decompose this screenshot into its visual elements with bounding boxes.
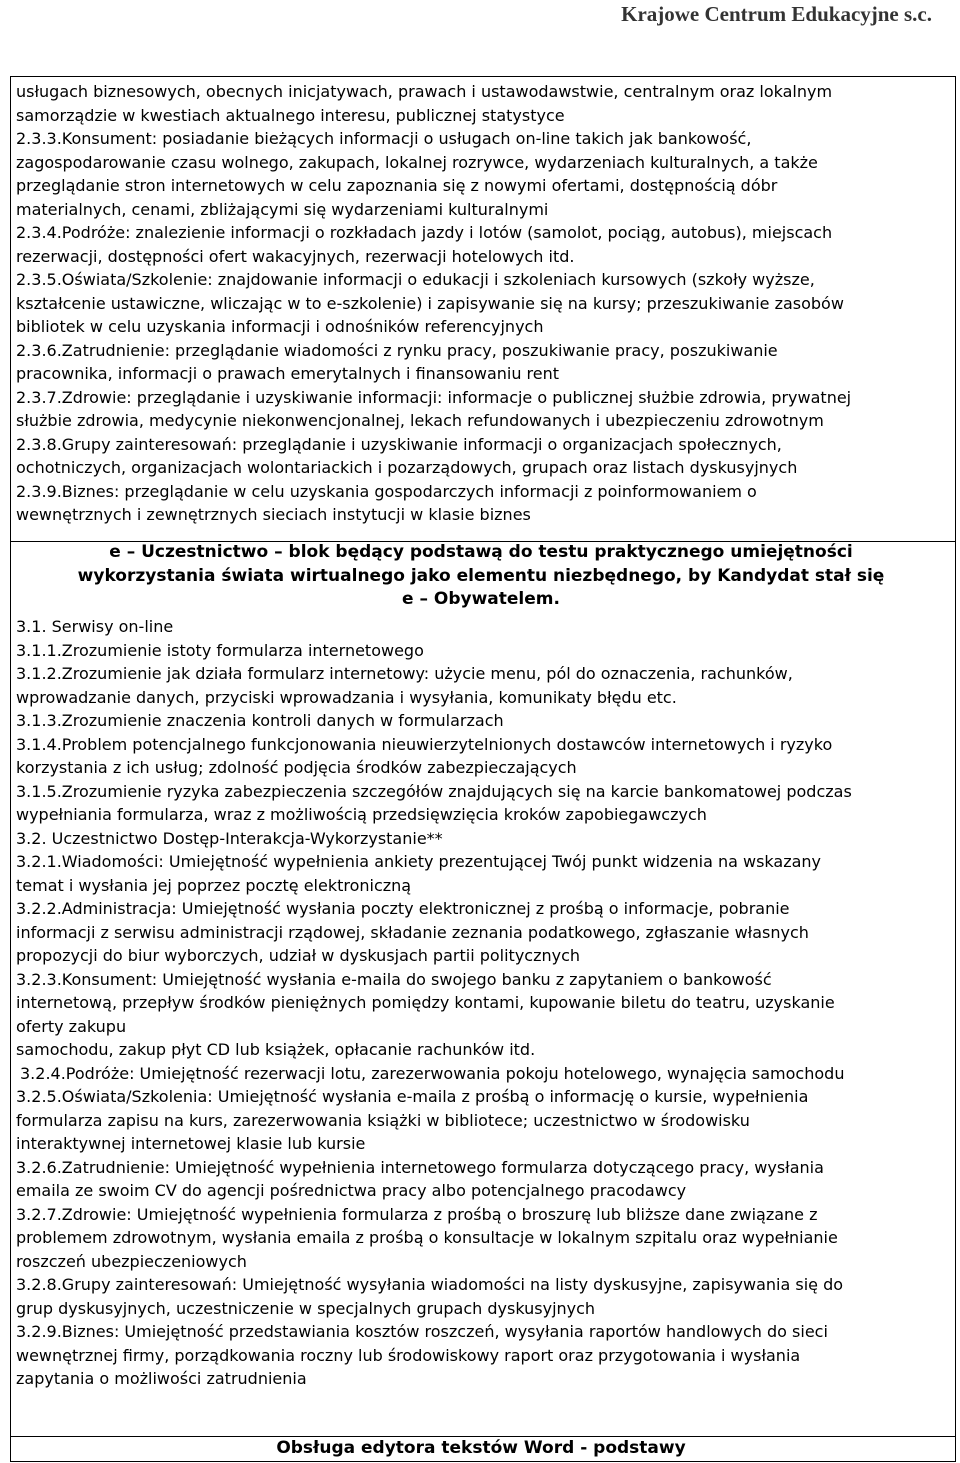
list-item: 3.2.9.Biznes: Umiejętność przedstawiania kosztów roszczeń, wysyłania raportów handlowych do sieci — [16, 1322, 828, 1341]
text-line: interaktywnej internetowej klasie lub kursie — [16, 1134, 366, 1153]
list-item: 3.2.2.Administracja: Umiejętność wysłania poczty elektronicznej z prośbą o informacje, pobranie — [16, 899, 790, 918]
list-item: 3.1.5.Zrozumienie ryzyka zabezpieczenia szczegółów znajdujących się na karcie bankomatowej podczas — [16, 781, 852, 801]
text-line: usługach biznesowych, obecnych inicjatywach, prawach i ustawodawstwie, centralnym oraz lokalnym — [16, 82, 833, 101]
footer-section-title: Obsługa edytora tekstów Word - podstawy — [276, 1438, 686, 1458]
list-item: 3.2.1.Wiadomości: Umiejętność wypełnienia ankiety prezentującej Twój punkt widzenia na wskazany — [16, 852, 822, 871]
list-item: 2.3.3.Konsument: posiadanie bieżących informacji o usługach on-line takich jak bankowość, — [16, 129, 752, 148]
text-line: wewnętrznych i zewnętrznych sieciach instytucji w klasie biznes — [16, 505, 531, 524]
lower-section — [16, 615, 946, 1391]
list-item: 3.2.4.Podróże: Umiejętność rezerwacji lotu, zarezerwowania pokoju hotelowego, wynajęcia samochodu — [20, 1063, 845, 1083]
text-line: samorządzie w kwestiach aktualnego interesu, publicznej statystyce — [16, 105, 565, 125]
text-line: zagospodarowanie czasu wolnego, zakupach, lokalnej rozrywce, wydarzeniach kulturalnych, a także — [16, 152, 818, 172]
list-item: 2.3.4.Podróże: znalezienie informacji o rozkładach jazdy i lotów (samolot, pociąg, autobus), miejscach — [16, 223, 833, 242]
list-item: 3.1.1.Zrozumienie istoty formularza internetowego — [16, 640, 424, 660]
text-line: korzystania z ich usług; zdolność podjęcia środków zabezpieczających — [16, 758, 577, 777]
text-line: przeglądanie stron internetowych w celu zapoznania się z nowymi ofertami, dostępnością dóbr — [16, 176, 778, 195]
list-item: 2.3.7.Zdrowie: przeglądanie i uzyskiwanie informacji: informacje o publicznej służbie zdrowia, prywatnej — [16, 387, 852, 407]
list-item: 3.2.3.Konsument: Umiejętność wysłania e-maila do swojego banku z zapytaniem o bankowość — [16, 969, 772, 989]
top-section — [16, 80, 946, 527]
list-item: 3.1.2.Zrozumienie jak działa formularz internetowy: użycie menu, pól do oznaczenia, rachunków, — [16, 664, 793, 683]
list-item: 3.2.6.Zatrudnienie: Umiejętność wypełnienia internetowego formularza dotyczącego pracy, wysłania — [16, 1157, 824, 1177]
list-item: 2.3.9.Biznes: przeglądanie w celu uzyskania gospodarczych informacji z poinformowaniem o — [16, 481, 757, 501]
section-title — [16, 541, 946, 612]
list-item: 3.2.5.Oświata/Szkolenia: Umiejętność wysłania e-maila z prośbą o informację o kursie, wypełnienia — [16, 1087, 809, 1106]
text-line: problemem zdrowotnym, wysłania emaila z prośbą o konsultacje w lokalnym szpitalu oraz wypełnianie — [16, 1228, 838, 1247]
list-item: 2.3.5.Oświata/Szkolenie: znajdowanie informacji o edukacji i szkoleniach kursowych (szkoły wyższe, — [16, 270, 815, 289]
text-line: temat i wysłania jej poprzez pocztę elektroniczną — [16, 875, 412, 895]
text-line: bibliotek w celu uzyskania informacji i odnośników referencyjnych — [16, 317, 544, 336]
text-line: informacji z serwisu administracji rządowej, składanie zeznania podatkowego, zgłaszanie własnych — [16, 922, 809, 942]
text-line: emaila ze swoim CV do agencji pośrednictwa pracy albo potencjalnego pracodawcy — [16, 1181, 687, 1200]
list-item: 3.1.4.Problem potencjalnego funkcjonowania nieuwierzytelnionych dostawców internetowych i ryzyko — [16, 734, 833, 754]
list-item: 3.1.3.Zrozumienie znaczenia kontroli danych w formularzach — [16, 711, 504, 730]
text-line: zapytania o możliwości zatrudnienia — [16, 1369, 307, 1388]
text-line: internetową, przepływ środków pieniężnych pomiędzy kontami, kupowanie biletu do teatru, uzyskanie — [16, 993, 835, 1012]
list-item: 2.3.6.Zatrudnienie: przeglądanie wiadomości z rynku pracy, poszukiwanie pracy, poszukiwanie — [16, 340, 778, 360]
text-line: grup dyskusyjnych, uczestniczenie w specjalnych grupach dyskusyjnych — [16, 1298, 596, 1318]
subsection-heading: 3.1. Serwisy on-line — [16, 617, 174, 636]
text-line: kształcenie ustawiczne, wliczając w to e-szkolenie) i zapisywanie się na kursy; przeszukiwanie zasobów — [16, 293, 844, 313]
text-line: materialnych, cenami, zbliżającymi się wydarzeniami kulturalnymi — [16, 199, 549, 219]
list-item: 3.2.7.Zdrowie: Umiejętność wypełnienia formularza z prośbą o broszurę lub bliższe dane związane z — [16, 1204, 818, 1224]
list-item: 3.2.8.Grupy zainteresowań: Umiejętność wysyłania wiadomości na listy dyskusyjne, zapisywania się do — [16, 1275, 844, 1294]
section-title-line: e – Obywatelem. — [402, 589, 560, 609]
text-line: pracownika, informacji o prawach emerytalnych i finansowaniu rent — [16, 364, 560, 383]
list-item: 2.3.8.Grupy zainteresowań: przeglądanie i uzyskiwanie informacji o organizacjach społecznych, — [16, 434, 782, 454]
text-line: oferty zakupu — [16, 1016, 127, 1036]
text-line: wprowadzanie danych, przyciski wprowadzania i wysyłania, komunikaty błędu etc. — [16, 687, 677, 707]
text-line: formularza zapisu na kurs, zarezerwowania książki w bibliotece; uczestnictwo w środowisku — [16, 1110, 750, 1130]
text-line: roszczeń ubezpieczeniowych — [16, 1251, 247, 1271]
header-organization: Krajowe Centrum Edukacyjne s.c. — [621, 2, 932, 26]
section-title-line: wykorzystania świata wirtualnego jako elementu niezbędnego, by Kandydat stał się — [77, 565, 885, 586]
text-line: propozycji do biur wyborczych, udział w dyskusjach partii politycznych — [16, 946, 581, 965]
section-title-line: e – Uczestnictwo – blok będący podstawą do testu praktycznego umiejętności — [109, 542, 853, 562]
text-line: wypełniania formularza, wraz z możliwością przedsięwzięcia kroków zapobiegawczych — [16, 805, 707, 824]
text-line: samochodu, zakup płyt CD lub książek, opłacanie rachunków itd. — [16, 1040, 536, 1059]
text-line: rezerwacji, dostępności ofert wakacyjnych, rezerwacji hotelowych itd. — [16, 246, 575, 266]
text-line: wewnętrznej firmy, porządkowania roczny lub środowiskowy raport oraz przygotowania i wysłania — [16, 1345, 801, 1365]
subsection-heading: 3.2. Uczestnictwo Dostęp-Interakcja-Wykorzystanie** — [16, 828, 443, 848]
text-line: służbie zdrowia, medycynie niekonwencjonalnej, lekach refundowanych i ubezpieczeniu zdrowotnym — [16, 411, 824, 430]
text-line: ochotniczych, organizacjach wolontariackich i pozarządowych, grupach oraz listach dyskusyjnych — [16, 458, 798, 477]
